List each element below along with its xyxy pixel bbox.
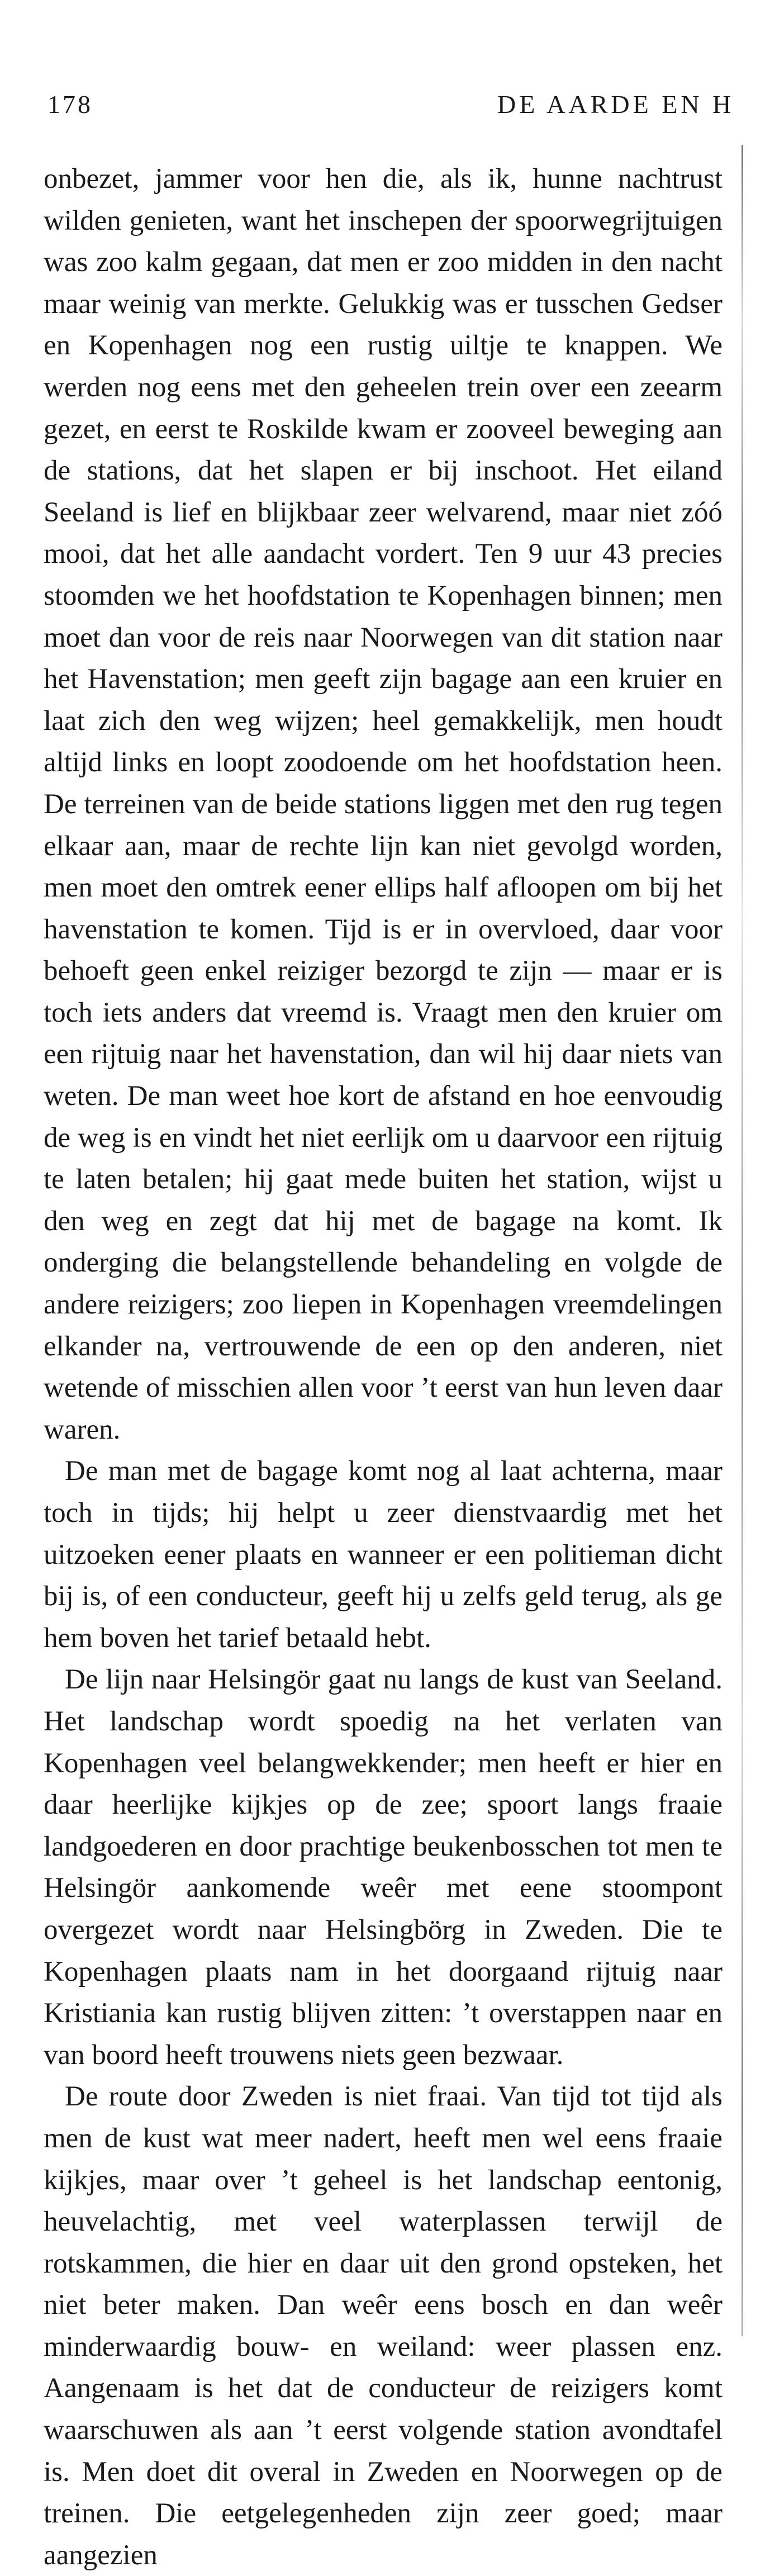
running-title: DE AARDE EN H — [497, 90, 735, 118]
page-edge-shadow — [742, 145, 743, 2336]
paragraph-4: De route door Zweden is niet fraai. Van tijd tot tijd als men de kust wat meer nadert, heeft men wel eens fraaie kijkjes, maar over ’t geheel is het landschap eentonig, heuvelachtig, met veel waterplassen terwijl de rotskammen, die hier en daar uit den grond opsteken, het niet beter maken. Dan weêr eens bosch en dan weêr minderwaardig bouw- en weiland: weer plassen enz. Aangenaam is het dat de conducteur de reizigers komt waarschuwen als aan ’t eerst volgende station avondtafel is. Men doet dit overal in Zweden en Noorwegen op de treinen. Die eetgelegenheden zijn zeer goed; maar aangezien — [44, 2081, 723, 2571]
paragraph-1: onbezet, jammer voor hen die, als ik, hunne nachtrust wilden genieten, want het inschepen der spoorwegrijtuigen was zoo kalm gegaan, dat men er zoo midden in den nacht maar weinig van merkte. Gelukkig was er tusschen Gedser en Kopenhagen nog een rustig uiltje te knappen. We werden nog eens met den geheelen trein over een zeearm gezet, en eerst te Roskilde kwam er zooveel beweging aan de stations, dat het slapen er bij inschoot. Het eiland Seeland is lief en blijkbaar zeer welvarend, maar niet zóó mooi, dat het alle aandacht vordert. Ten 9 uur 43 precies stoomden we het hoofdstation te Kopenhagen binnen; men moet dan voor de reis naar Noorwegen van dit station naar het Havenstation; men geeft zijn bagage aan een kruier en laat zich den weg wijzen; heel gemakkelijk, men houdt altijd links en loopt zoodoende om het hoofdstation heen. De terreinen van de beide stations liggen met den rug tegen elkaar aan, maar de rechte lijn kan niet gevolgd worden, men moet den omtrek eener ellips half afloopen om bij het havenstation te komen. Tijd is er in overvloed, daar voor behoeft geen enkel reiziger bezorgd te zijn — maar er is toch iets anders dat vreemd is. Vraagt men den kruier om een rijtuig naar het havenstation, dan wil hij daar niets van weten. De man weet hoe kort de afstand en hoe eenvoudig de weg is en vindt het niet eerlijk om u daarvoor een rijtuig te laten betalen; hij gaat mede buiten het station, wijst u den weg en zegt dat hij met de bagage na komt. Ik onderging die belangstellende behandeling en volgde de andere reizigers; zoo liepen in Kopenhagen vreemdelingen elkander na, vertrouwende de een op den anderen, niet wetende of misschien allen voor ’t eerst van hun leven daar waren. — [44, 163, 723, 1445]
paragraph-3: De lijn naar Helsingör gaat nu langs de kust van Seeland. Het landschap wordt spoedig na het verlaten van Kopenhagen veel belangwekkender; men heeft er hier en daar heerlijke kijkjes op de zee; spoort langs fraaie landgoederen en door prachtige beukenbosschen tot men te Helsingör aankomende weêr met eene stoompont overgezet wordt naar Helsingbörg in Zweden. Die te Kopenhagen plaats nam in het doorgaand rijtuig naar Kristiania kan rustig blijven zitten: ’t overstappen naar en van boord heeft trouwens niets geen bezwaar. — [44, 1664, 723, 2071]
paragraph-2: De man met de bagage komt nog al laat achterna, maar toch in tijds; hij helpt u zeer dienstvaardig met het uitzoeken eener plaats en wanneer er een politieman dicht bij is, of een conducteur, geeft hij u zelfs geld terug, als ge hem boven het tarief betaald hebt. — [44, 1455, 723, 1654]
page-number: 178 — [47, 90, 93, 118]
body-text — [44, 158, 723, 2576]
running-head — [47, 89, 770, 129]
